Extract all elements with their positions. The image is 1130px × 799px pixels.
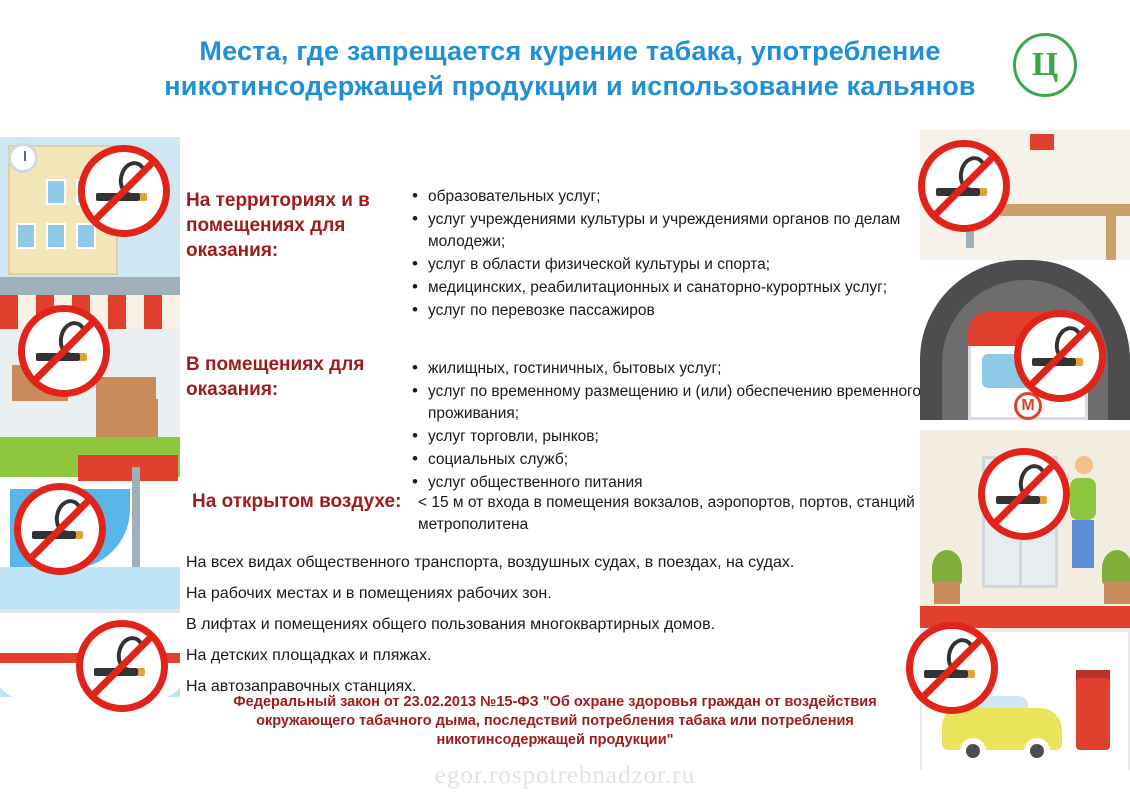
clock-icon [8,143,38,173]
section-2-list [412,358,932,495]
section-1-heading: На территориях и в помещениях для оказания: [186,190,370,261]
list-item: На рабочих местах и в помещениях рабочих зон. [186,585,552,602]
fuel-pump [1076,678,1110,750]
no-smoking-sign [978,448,1070,540]
organization-logo [1013,33,1077,97]
person-legs [1072,520,1094,568]
list-item: • услуг по временному размещению и (или) обеспечению временного проживания; [412,381,932,425]
law-reference: Федеральный закон от 23.02.2013 №15-ФЗ "Об охране здоровья граждан от воздействия окружающего табачного дыма, последствий потребления табака или потребления никотинсодержащей продукции" [233,694,877,748]
section-1-list [412,186,942,323]
list-item: • услуг учреждениями культуры и учреждениями органов по делам молодежи; [412,209,942,253]
no-smoking-sign [1014,310,1106,402]
no-smoking-sign [78,145,170,237]
list-item: • социальных служб; [412,449,932,471]
no-smoking-sign [76,620,168,712]
list-item: • образовательных услуг; [412,186,942,208]
person-body [1070,478,1096,520]
additional-places-list [186,552,926,707]
playground-roof [78,455,178,481]
no-smoking-sign [18,305,110,397]
list-item: • услуг в области физической культуры и спорта; [412,254,942,276]
window [16,223,36,249]
list-item: • медицинских, реабилитационных и санаторно-курортных услуг; [412,277,942,299]
no-smoking-sign [14,483,106,575]
car-wheel [1024,738,1050,764]
logo-letter: Ц [1031,46,1059,83]
desk-leg [1106,216,1116,260]
desk [1000,204,1130,216]
plant-icon [932,550,962,586]
list-item: • жилищных, гостиничных, бытовых услуг; [412,358,932,380]
section-2-heading: В помещениях для оказания: [186,354,365,400]
watermark: egor.rospotrebnadzor.ru [434,762,696,789]
plant-icon [1102,550,1130,586]
list-item: • услуг общественного питания [412,472,932,494]
window [76,223,96,249]
roof-ledge [0,277,180,295]
person-head [1075,456,1093,474]
flower-pot [1104,582,1130,604]
flower-pot [934,582,960,604]
playground-pole [132,467,140,577]
flag-icon [1030,134,1054,150]
list-item: • услуг по перевозке пассажиров [412,300,942,322]
list-item: • услуг торговли, рынков; [412,426,932,448]
section-3-heading: На открытом воздухе: [192,491,402,512]
list-item: На автозаправочных станциях. [186,678,417,695]
car-wheel [960,738,986,764]
list-item: На всех видах общественного транспорта, воздушных судах, в поездах, на судах. [186,554,795,571]
section-3-text: < 15 м от входа в помещения вокзалов, аэропортов, портов, станций метрополитена [418,494,915,533]
list-item: На детских площадках и пляжах. [186,647,432,664]
list-item: В лифтах и помещениях общего пользования многоквартирных домов. [186,616,716,633]
window [46,179,66,205]
metro-logo-icon: М [1014,392,1042,420]
window [46,223,66,249]
page-title: Места, где запрещается курение табака, употребление никотинсодержащей продукции и использование кальянов [164,36,976,101]
